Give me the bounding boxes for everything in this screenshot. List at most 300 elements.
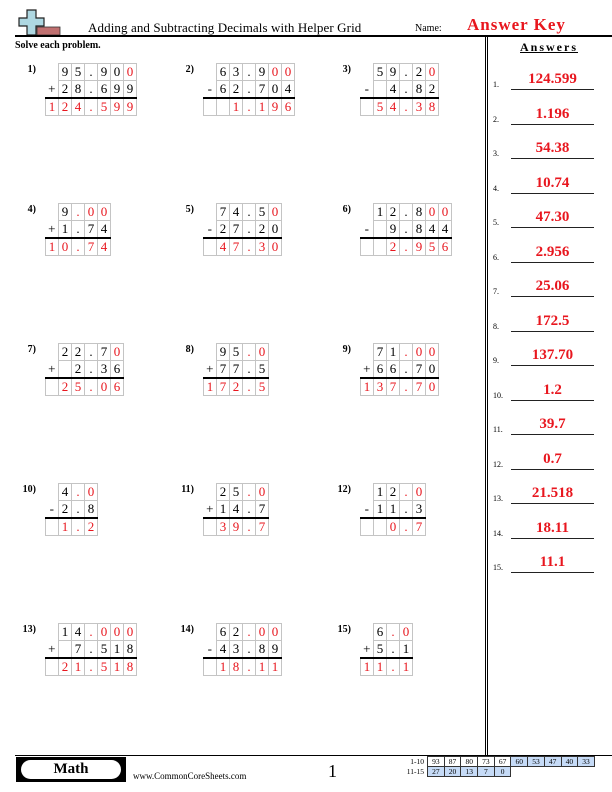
grid-cell: . (85, 361, 98, 379)
name-label: Name: (415, 23, 442, 34)
top-operand-row (361, 64, 439, 81)
grid-cell: 2 (387, 484, 400, 501)
operator-cell: + (46, 221, 59, 239)
score-cell: 7 (478, 767, 495, 777)
score-cell: 80 (461, 757, 478, 767)
grid-cell: . (85, 641, 98, 659)
bottom-operand-row (46, 501, 98, 519)
answer-row (204, 658, 282, 676)
grid-cell: 5 (72, 378, 85, 396)
grid-cell: . (72, 501, 85, 519)
grid-cell: 1 (230, 98, 243, 116)
grid-cell (59, 361, 72, 379)
grid-cell: . (400, 204, 413, 221)
top-operand-row (204, 344, 269, 361)
grid-cell: 0 (426, 204, 439, 221)
grid-cell: . (243, 98, 256, 116)
grid-cell: 4 (282, 81, 295, 99)
grid-cell: 5 (256, 378, 269, 396)
grid-cell: 3 (230, 64, 243, 81)
bottom-operand-row (46, 361, 124, 379)
answer-number: 10. (493, 390, 503, 400)
grid-cell: 2 (59, 378, 72, 396)
grid-cell: . (85, 658, 98, 676)
grid-cell: 0 (426, 344, 439, 361)
answer-row (46, 238, 111, 256)
grid-cell: . (400, 378, 413, 396)
grid-cell: 0 (282, 64, 295, 81)
answer-row (204, 238, 282, 256)
grid-cell: 2 (59, 344, 72, 361)
grid-cell: . (243, 658, 256, 676)
grid-cell: 7 (217, 204, 230, 221)
answer-row (361, 518, 426, 536)
grid-cell: . (72, 484, 85, 501)
answer-number: 4. (493, 183, 499, 193)
top-operand-row (46, 484, 98, 501)
grid-cell: 4 (439, 221, 452, 239)
grid-cell: . (243, 624, 256, 641)
problem-number: 1) (27, 64, 36, 75)
grid-cell: . (72, 221, 85, 239)
grid-cell: 9 (230, 518, 243, 536)
score-cell: 27 (428, 767, 445, 777)
answer-blank-line (511, 400, 594, 401)
answer-item (488, 306, 600, 332)
grid-cell: 4 (217, 641, 230, 659)
grid-cell: . (400, 361, 413, 379)
grid-cell: 1 (46, 98, 59, 116)
grid-cell: 6 (98, 81, 111, 99)
grid-cell (361, 98, 374, 116)
grid-cell: 8 (72, 81, 85, 99)
grid-cell: . (400, 501, 413, 519)
grid-cell: 9 (59, 204, 72, 221)
operator-cell: + (46, 641, 59, 659)
operator-cell (361, 624, 374, 641)
score-range-label: 1-10 (410, 757, 424, 766)
helper-grid (360, 623, 413, 676)
grid-cell: 2 (85, 518, 98, 536)
score-cell: 73 (478, 757, 495, 767)
grid-cell: 7 (413, 378, 426, 396)
bottom-operand-row (46, 221, 111, 239)
grid-cell: 2 (230, 624, 243, 641)
bottom-operand-row (361, 361, 439, 379)
helper-grid (360, 483, 426, 536)
operator-cell (361, 64, 374, 81)
grid-cell: 3 (98, 361, 111, 379)
grid-cell: 1 (256, 658, 269, 676)
grid-cell: 1 (217, 658, 230, 676)
score-cell: 47 (544, 757, 561, 767)
grid-cell: 0 (426, 361, 439, 379)
grid-cell: 4 (230, 501, 243, 519)
helper-grid (360, 203, 452, 256)
site-link[interactable]: www.CommonCoreSheets.com (133, 771, 247, 781)
grid-cell (204, 98, 217, 116)
grid-cell: 5 (256, 204, 269, 221)
answer-value: 25.06 (535, 278, 570, 294)
page-number: 1 (328, 761, 337, 781)
grid-cell: 6 (374, 361, 387, 379)
grid-cell: 7 (230, 238, 243, 256)
grid-cell (374, 81, 387, 99)
score-cell: 60 (511, 757, 528, 767)
bottom-operand-row (204, 501, 269, 519)
grid-cell: 1 (256, 98, 269, 116)
answer-number: 2. (493, 114, 499, 124)
grid-cell: 4 (387, 98, 400, 116)
answer-row (46, 658, 137, 676)
top-operand-row (46, 204, 111, 221)
grid-cell: . (400, 484, 413, 501)
answer-number: 14. (493, 528, 503, 538)
grid-cell: 5 (256, 361, 269, 379)
instructions: Solve each problem. (15, 40, 101, 51)
grid-cell: 8 (413, 81, 426, 99)
grid-cell: 0 (111, 344, 124, 361)
answer-key-label: Answer Key (467, 15, 566, 34)
answer-row (361, 658, 413, 676)
grid-cell: 0 (269, 238, 282, 256)
problem-number: 12) (337, 484, 351, 495)
grid-cell: 0 (59, 238, 72, 256)
grid-cell: . (85, 98, 98, 116)
grid-cell: 9 (98, 64, 111, 81)
grid-cell: 8 (124, 641, 137, 659)
grid-cell: 6 (111, 361, 124, 379)
bottom-operand-row (204, 81, 295, 99)
grid-cell: 4 (72, 624, 85, 641)
grid-cell: 7 (230, 221, 243, 239)
operator-cell (204, 484, 217, 501)
top-operand-row (204, 204, 282, 221)
grid-cell: . (400, 98, 413, 116)
top-operand-row (204, 64, 295, 81)
grid-cell: 5 (374, 641, 387, 659)
answer-blank-line (511, 89, 594, 90)
grid-cell: 8 (230, 658, 243, 676)
problem-number: 11) (181, 484, 194, 495)
grid-cell: 6 (439, 238, 452, 256)
answer-value: 1.2 (543, 381, 562, 398)
operator-cell (361, 344, 374, 361)
answer-number: 8. (493, 321, 499, 331)
grid-cell: 0 (269, 204, 282, 221)
operator-cell: - (361, 221, 374, 239)
grid-cell: 9 (124, 81, 137, 99)
grid-cell (374, 221, 387, 239)
grid-cell: . (243, 64, 256, 81)
grid-cell: 2 (230, 81, 243, 99)
score-cell: 67 (494, 757, 511, 767)
operator-cell (204, 624, 217, 641)
grid-cell: 7 (217, 378, 230, 396)
operator-cell (204, 344, 217, 361)
grid-cell: 0 (85, 484, 98, 501)
operator-cell (361, 484, 374, 501)
grid-cell: 0 (413, 344, 426, 361)
grid-cell: 7 (256, 81, 269, 99)
answer-item (488, 409, 600, 435)
helper-grid (360, 343, 439, 396)
grid-cell: 0 (111, 624, 124, 641)
bottom-operand-row (204, 221, 282, 239)
bottom-operand-row (361, 641, 413, 659)
score-cell: 53 (528, 757, 545, 767)
operator-cell: + (204, 361, 217, 379)
grid-cell: 1 (361, 378, 374, 396)
top-operand-row (361, 204, 452, 221)
grid-cell: 1 (217, 501, 230, 519)
score-range-label: 11-15 (406, 767, 424, 776)
grid-cell: 0 (413, 484, 426, 501)
grid-cell: 7 (413, 361, 426, 379)
grid-cell: 5 (374, 64, 387, 81)
grid-cell: . (400, 221, 413, 239)
answer-row (361, 378, 439, 396)
grid-cell: . (85, 81, 98, 99)
answer-blank-line (511, 365, 594, 366)
answer-item (488, 99, 600, 125)
top-operand-row (361, 624, 413, 641)
helper-grid (203, 63, 295, 116)
grid-cell: 8 (413, 221, 426, 239)
grid-cell: 9 (124, 98, 137, 116)
grid-cell: 6 (217, 81, 230, 99)
answer-item (488, 478, 600, 504)
score-cell: 87 (444, 757, 461, 767)
operator-cell: + (361, 641, 374, 659)
problem-number: 10) (22, 484, 36, 495)
grid-cell: . (400, 238, 413, 256)
grid-cell: . (85, 378, 98, 396)
grid-cell: 7 (98, 344, 111, 361)
grid-cell: 0 (85, 204, 98, 221)
operator-cell (46, 344, 59, 361)
grid-cell: 2 (230, 378, 243, 396)
answer-number: 9. (493, 356, 499, 365)
grid-cell: 8 (124, 658, 137, 676)
operator-cell: - (46, 501, 59, 519)
answer-value: 47.30 (535, 209, 570, 225)
helper-grid (203, 203, 282, 256)
problem-number: 5) (185, 204, 194, 215)
problem-number: 13) (22, 624, 36, 635)
score-cell: 40 (561, 757, 578, 767)
grid-cell: 0 (256, 344, 269, 361)
grid-cell: . (243, 484, 256, 501)
grid-cell: 0 (98, 624, 111, 641)
answer-item (488, 547, 600, 573)
answer-value: 54.38 (535, 140, 570, 156)
answer-blank-line (511, 158, 594, 159)
answer-number: 13. (493, 494, 503, 503)
grid-cell: 6 (374, 624, 387, 641)
answer-row (46, 98, 137, 116)
answer-number: 15. (493, 563, 503, 572)
answer-item (488, 340, 600, 366)
grid-cell: 7 (413, 518, 426, 536)
grid-cell: 1 (374, 501, 387, 519)
grid-cell: 0 (124, 624, 137, 641)
grid-cell: 1 (59, 624, 72, 641)
grid-cell: 6 (217, 624, 230, 641)
operator-cell (361, 204, 374, 221)
grid-cell: 2 (59, 501, 72, 519)
grid-cell: 3 (256, 238, 269, 256)
grid-cell: 1 (46, 238, 59, 256)
grid-cell: 7 (374, 344, 387, 361)
grid-cell: 2 (387, 204, 400, 221)
answer-item (488, 133, 600, 159)
helper-grid (203, 623, 282, 676)
grid-cell: . (243, 361, 256, 379)
grid-cell: 8 (426, 98, 439, 116)
answer-value: 21.518 (531, 485, 574, 501)
grid-cell: 4 (98, 221, 111, 239)
grid-cell: 7 (256, 518, 269, 536)
answer-value: 124.599 (528, 71, 577, 87)
answer-value: 10.74 (535, 174, 570, 191)
answer-row (361, 238, 452, 256)
header-divider (15, 35, 612, 37)
answer-blank-line (511, 538, 594, 539)
grid-cell: 2 (72, 361, 85, 379)
grid-cell: 7 (217, 361, 230, 379)
score-cell: 33 (578, 757, 595, 767)
operator-cell (46, 204, 59, 221)
grid-cell: 7 (387, 378, 400, 396)
grid-cell: . (387, 641, 400, 659)
grid-cell: 1 (400, 658, 413, 676)
grid-cell: 0 (269, 624, 282, 641)
grid-cell: 9 (111, 98, 124, 116)
problem-number: 8) (185, 344, 194, 355)
answer-item (488, 168, 600, 194)
grid-cell: 0 (387, 518, 400, 536)
top-operand-row (361, 344, 439, 361)
answer-value: 0.7 (543, 450, 562, 467)
problem-number: 9) (342, 344, 351, 355)
grid-cell (217, 98, 230, 116)
grid-cell: 2 (217, 484, 230, 501)
operator-cell: - (361, 501, 374, 519)
operator-cell: - (204, 641, 217, 659)
answer-value: 137.70 (531, 347, 574, 363)
answer-row (204, 98, 295, 116)
grid-cell: 9 (217, 344, 230, 361)
grid-cell: 4 (230, 204, 243, 221)
problem-number: 15) (337, 624, 351, 635)
answer-blank-line (511, 296, 594, 297)
answer-value: 1.196 (535, 105, 570, 122)
grid-cell: 0 (426, 64, 439, 81)
problem-number: 7) (27, 344, 36, 355)
grid-cell: 7 (256, 501, 269, 519)
grid-cell: 2 (387, 238, 400, 256)
grid-cell: . (243, 204, 256, 221)
score-cell: 0 (494, 767, 511, 777)
operator-cell: + (361, 361, 374, 379)
top-operand-row (46, 344, 124, 361)
operator-cell: - (204, 221, 217, 239)
grid-cell: 5 (426, 238, 439, 256)
grid-cell: 0 (256, 624, 269, 641)
grid-cell: 0 (269, 81, 282, 99)
grid-cell: 9 (387, 64, 400, 81)
grid-cell: 3 (217, 518, 230, 536)
grid-cell: . (243, 518, 256, 536)
grid-cell: . (72, 518, 85, 536)
plus-minus-logo-icon (15, 4, 61, 36)
grid-cell: 6 (111, 378, 124, 396)
grid-cell: . (72, 204, 85, 221)
grid-cell: 8 (256, 641, 269, 659)
grid-cell: 8 (85, 501, 98, 519)
grid-cell: 9 (256, 64, 269, 81)
grid-cell: 2 (59, 658, 72, 676)
grid-cell: 1 (111, 658, 124, 676)
grid-cell (204, 518, 217, 536)
grid-cell: 5 (98, 98, 111, 116)
answer-row (204, 378, 269, 396)
grid-cell: 3 (230, 641, 243, 659)
answer-number: 1. (493, 80, 499, 89)
grid-cell: 0 (439, 204, 452, 221)
score-cell: 20 (444, 767, 461, 777)
grid-cell: 5 (98, 658, 111, 676)
operator-cell: + (46, 81, 59, 99)
score-row (392, 757, 594, 767)
answer-value: 172.5 (535, 312, 570, 329)
problem-number: 3) (342, 64, 351, 75)
answer-number: 11. (493, 425, 503, 434)
subject-label: Math (21, 760, 121, 779)
grid-cell: 4 (98, 238, 111, 256)
operator-cell (46, 624, 59, 641)
problem-number: 6) (342, 204, 351, 215)
grid-cell: 1 (374, 484, 387, 501)
answer-value: 2.956 (535, 243, 570, 260)
operator-cell (46, 64, 59, 81)
helper-grid (45, 483, 98, 536)
grid-cell: 1 (72, 658, 85, 676)
grid-cell: 4 (426, 221, 439, 239)
helper-grid (360, 63, 439, 116)
bottom-operand-row (361, 81, 439, 99)
answer-blank-line (511, 469, 594, 470)
helper-grid (45, 343, 124, 396)
grid-cell (374, 238, 387, 256)
score-cell: 13 (461, 767, 478, 777)
grid-cell: 0 (256, 484, 269, 501)
grid-cell: . (243, 221, 256, 239)
answer-item (488, 513, 600, 539)
grid-cell: . (387, 624, 400, 641)
grid-cell: 3 (413, 501, 426, 519)
grid-cell: 7 (85, 221, 98, 239)
answer-number: 5. (493, 218, 499, 227)
score-cell: 93 (428, 757, 445, 767)
grid-cell: 8 (413, 204, 426, 221)
grid-cell: 4 (72, 98, 85, 116)
answer-number: 6. (493, 252, 499, 262)
answer-blank-line (511, 434, 594, 435)
answer-item (488, 271, 600, 297)
grid-cell: 1 (204, 378, 217, 396)
